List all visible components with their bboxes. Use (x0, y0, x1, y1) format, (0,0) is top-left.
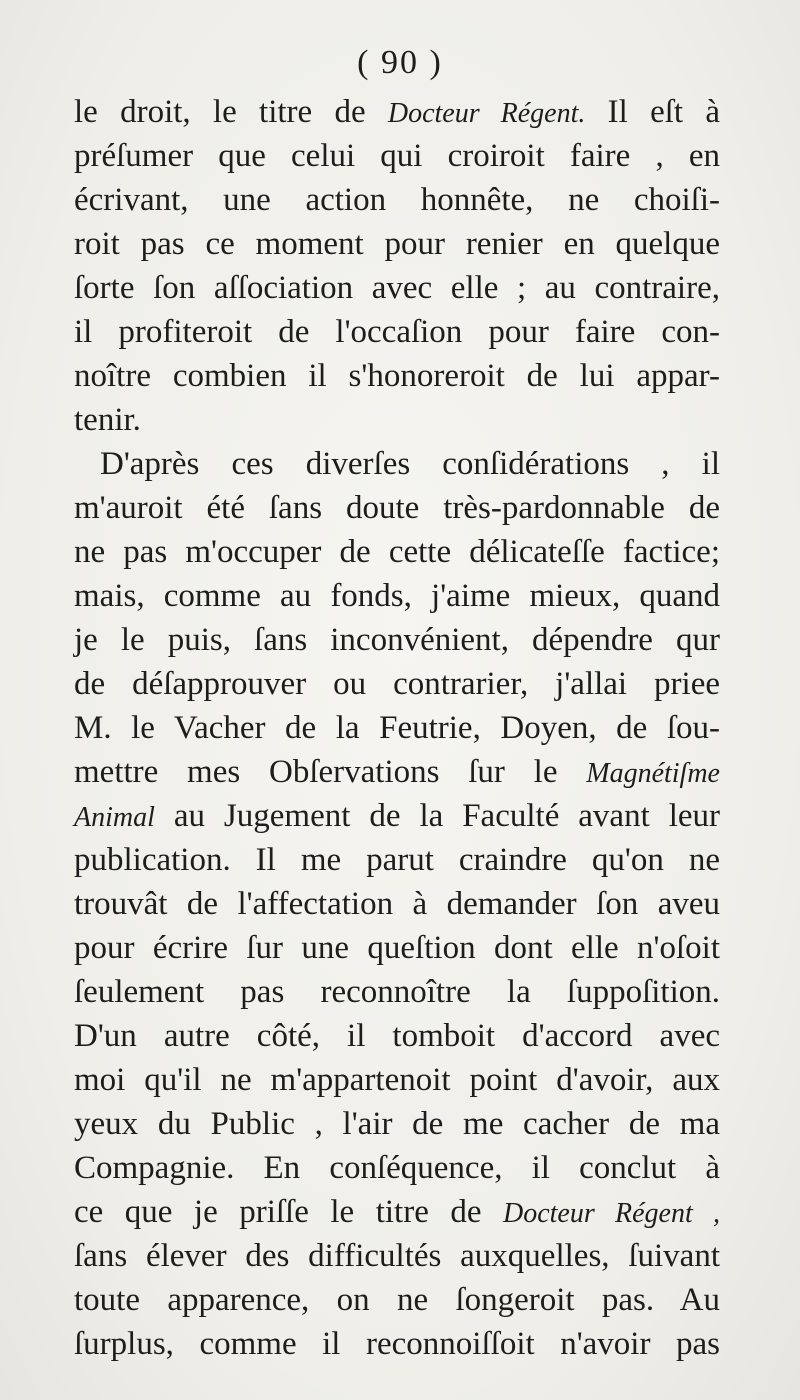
text-line (74, 398, 720, 442)
text-line (74, 90, 720, 134)
text-line (74, 266, 720, 310)
text-span: Compagnie. En conſéquence, il conclut à (74, 1150, 720, 1186)
text-span: toute apparence, on ne ſongeroit pas. Au (74, 1282, 720, 1318)
text-line (74, 574, 720, 618)
text-line (74, 1146, 720, 1190)
text-span: ſeulement pas reconnoître la ſuppoſition. (74, 974, 720, 1010)
text-span: il profiteroit de l'occaſion pour faire con- (74, 314, 720, 350)
text-span: trouvât de l'affectation à demander ſon aveu (74, 886, 720, 922)
text-span: D'un autre côté, il tomboit d'accord avec (74, 1018, 720, 1054)
text-span: ſans élever des difficultés auxquelles, ſuivant (74, 1238, 720, 1274)
text-line (74, 882, 720, 926)
text-line (74, 794, 720, 838)
text-span: le droit, le titre de (74, 94, 388, 130)
text-span: au Jugement de la Faculté avant leur (154, 798, 720, 834)
text-line (74, 1102, 720, 1146)
text-span: je le puis, ſans inconvénient, dépendre qur (74, 622, 720, 658)
text-line (74, 926, 720, 970)
text-span: mettre mes Obſervations ſur le (74, 754, 587, 790)
text-line (74, 354, 720, 398)
text-span: publication. Il me parut craindre qu'on ne (74, 842, 720, 878)
text-span: D'après ces diverſes conſidérations , il (100, 446, 720, 482)
text-line (74, 662, 720, 706)
italic-text: Magnétiſme (586, 758, 720, 789)
italic-text: Animal (74, 802, 155, 833)
text-span: écrivant, une action honnête, ne choiſi- (74, 182, 720, 218)
italic-text: Docteur Régent. (387, 98, 586, 129)
text-span: ſorte ſon aſſociation avec elle ; au contraire, (74, 270, 720, 306)
text-span: m'auroit été ſans doute très-pardonnable de (74, 490, 720, 526)
text-line (74, 530, 720, 574)
text-line (74, 134, 720, 178)
text-span: pour écrire ſur une queſtion dont elle n'oſoit (74, 930, 720, 966)
text-line (74, 222, 720, 266)
text-span: tenir. (74, 402, 141, 438)
text-line (74, 1322, 720, 1366)
text-line (74, 1014, 720, 1058)
page-number: ( 90 ) (357, 44, 443, 81)
text-span: M. le Vacher de la Feutrie, Doyen, de ſou- (74, 710, 720, 746)
text-span: mais, comme au fonds, j'aime mieux, quand (74, 578, 720, 614)
text-span: noître combien il s'honoreroit de lui appar- (74, 358, 720, 394)
text-line (74, 1190, 720, 1234)
text-line (74, 706, 720, 750)
text-span: ſurplus, comme il reconnoiſſoit n'avoir pas (74, 1326, 720, 1362)
text-span: préſumer que celui qui croiroit faire , en (74, 138, 720, 174)
text-line (74, 838, 720, 882)
text-line (74, 486, 720, 530)
text-span: ne pas m'occuper de cette délicateſſe factice; (74, 534, 720, 570)
body-text (74, 90, 720, 1366)
text-span: Il eſt à (585, 94, 720, 130)
text-span: moi qu'il ne m'appartenoit point d'avoir, aux (74, 1062, 720, 1098)
text-line (74, 1278, 720, 1322)
text-span: de déſapprouver ou contrarier, j'allai priee (74, 666, 720, 702)
text-span: roit pas ce moment pour renier en quelque (74, 226, 720, 262)
text-line (74, 618, 720, 662)
text-line (74, 178, 720, 222)
text-line (74, 1234, 720, 1278)
text-line (74, 1058, 720, 1102)
text-line (74, 310, 720, 354)
text-line (74, 442, 720, 486)
text-span: yeux du Public , l'air de me cacher de ma (74, 1106, 720, 1142)
text-line (74, 750, 720, 794)
text-line (74, 970, 720, 1014)
italic-text: Docteur Régent , (503, 1198, 720, 1229)
text-span: ce que je priſſe le titre de (74, 1194, 503, 1230)
